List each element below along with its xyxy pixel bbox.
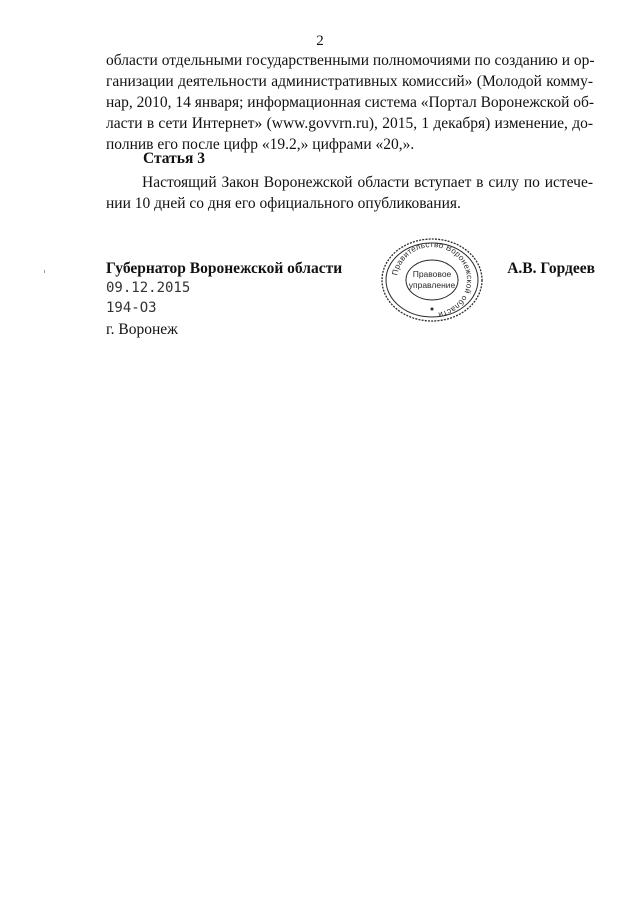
- article-heading: Статья 3: [143, 150, 205, 167]
- law-body-text: [106, 50, 593, 155]
- stamp-center-line2: управление: [408, 280, 456, 290]
- page-number: 2: [316, 33, 324, 49]
- body-line: ласти в сети Интернет» (www.govvrn.ru), 2015, 1 декабря) изменение, до-: [106, 115, 593, 132]
- stamp-ring-text: Правительство Воронежской области: [390, 239, 475, 320]
- signing-date: 09.12.2015: [106, 280, 191, 296]
- governor-title: Губернатор Воронежской области: [106, 260, 343, 277]
- body-line: области отдельными государственными полномочиями по созданию и ор-: [106, 52, 595, 69]
- margin-mark: [44, 270, 45, 273]
- stamp-center-line1: Правовое: [412, 269, 452, 279]
- official-stamp: [380, 237, 484, 323]
- body-line: полнив его после цифр «19.2,» цифрами «20,».: [106, 136, 415, 153]
- stamp-dot-icon: [431, 308, 434, 311]
- article-text: [106, 172, 593, 214]
- signing-city: г. Воронеж: [106, 321, 178, 338]
- law-number: 194-ОЗ: [106, 300, 157, 316]
- signatory-name: А.В. Гордеев: [507, 260, 595, 277]
- body-line: ганизации деятельности административных комиссий» (Молодой комму-: [106, 73, 593, 90]
- body-line: нар, 2010, 14 января; информационная система «Портал Воронежской об-: [106, 94, 595, 111]
- article-line: Настоящий Закон Воронежской области вступает в силу по истече-: [142, 174, 593, 191]
- article-line: нии 10 дней со дня его официального опубликования.: [106, 195, 461, 212]
